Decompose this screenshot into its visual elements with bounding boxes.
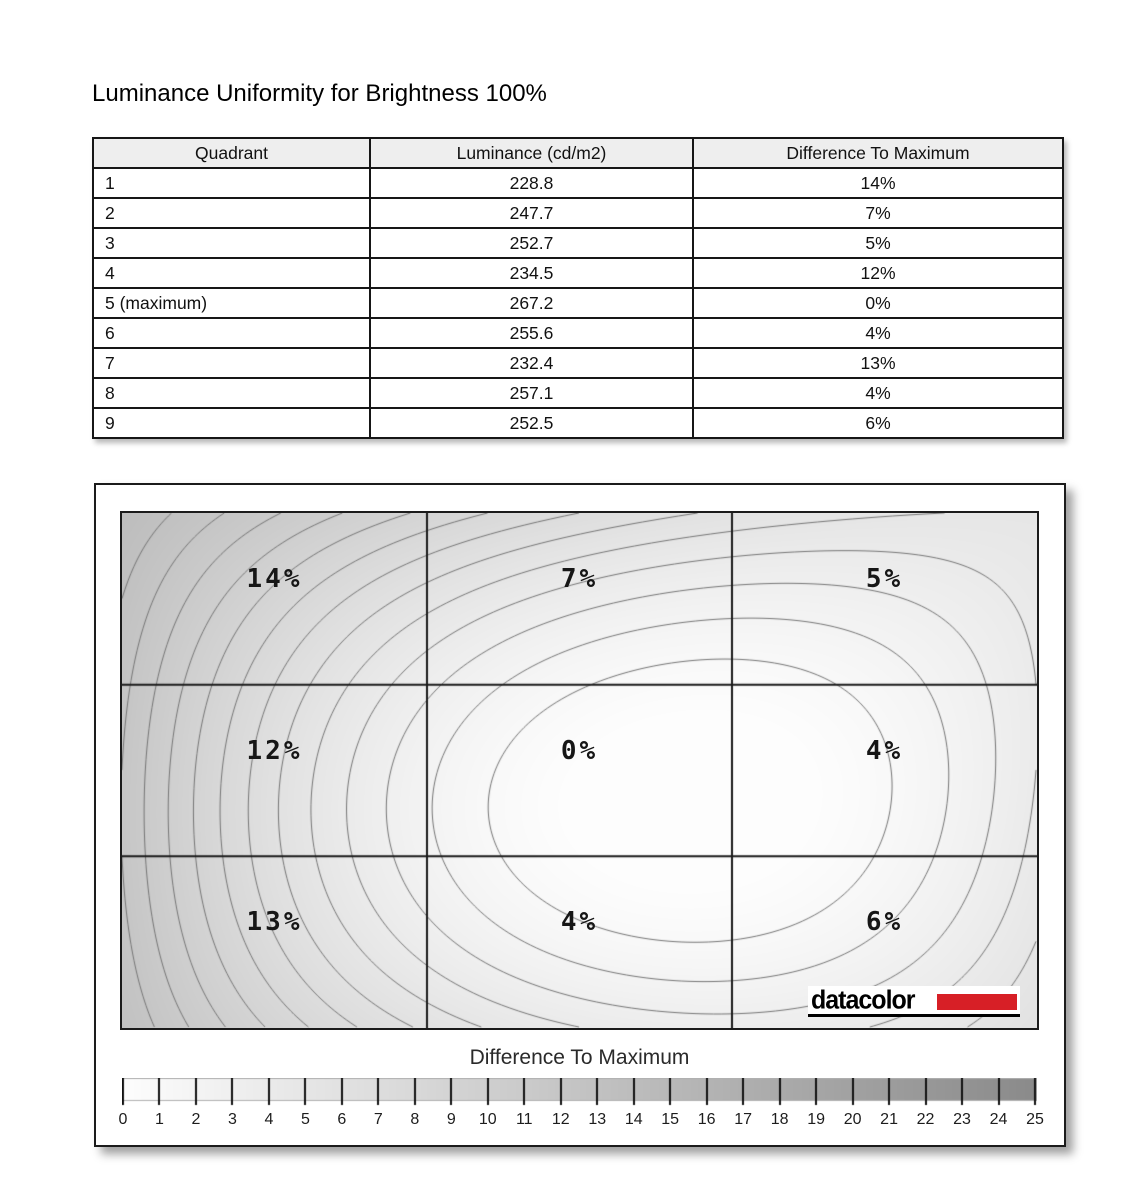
colorbar-tick-label: 7 [373,1111,383,1128]
colorbar-tick-label: 8 [410,1111,420,1128]
quadrant-value-label: 6% [865,907,904,938]
table-cell: 267.2 [370,288,693,318]
colorbar-tick-label: 21 [880,1111,898,1128]
colorbar-canvas [122,1078,1037,1108]
contour-plot-area [120,511,1039,1030]
table-row [93,348,1063,378]
table-row [93,408,1063,438]
datacolor-logo-text: datacolor [811,984,915,1015]
table-cell: 252.5 [370,408,693,438]
quadrant-value-label: 7% [560,563,599,594]
table-cell: 3 [93,228,370,258]
colorbar-tick-label: 14 [624,1111,643,1128]
table-row [93,378,1063,408]
table-cell: 0% [693,288,1063,318]
colorbar-tick-label: 2 [191,1111,201,1128]
colorbar-title: Difference To Maximum [469,1046,690,1069]
table-row [93,318,1063,348]
colorbar-tick-label: 25 [1026,1111,1044,1128]
colorbar-tick-label: 23 [953,1111,971,1128]
colorbar-tick-label: 13 [588,1111,607,1128]
table-cell: 4% [693,378,1063,408]
table-cell: 9 [93,408,370,438]
table-cell: 234.5 [370,258,693,288]
quadrant-value-label: 13% [246,907,303,938]
table-cell: 252.7 [370,228,693,258]
colorbar-tick-label: 20 [843,1111,862,1128]
table-cell: 232.4 [370,348,693,378]
colorbar-tick-label: 16 [697,1111,716,1128]
datacolor-logo [808,986,1020,1017]
table-cell: 1 [93,168,370,198]
table-row [93,228,1063,258]
colorbar-tick-label: 6 [337,1111,347,1128]
table-cell: 13% [693,348,1063,378]
colorbar-tick-label: 10 [478,1111,497,1128]
table-cell: 7 [93,348,370,378]
table-header-cell: Luminance (cd/m2) [370,138,693,168]
quadrant-value-label: 12% [246,735,303,766]
table-cell: 6% [693,408,1063,438]
table-cell: 4% [693,318,1063,348]
quadrant-value-label: 4% [560,907,599,938]
colorbar-tick-label: 24 [989,1111,1008,1128]
quadrant-value-label: 0% [560,735,599,766]
table-cell: 4 [93,258,370,288]
table-cell: 12% [693,258,1063,288]
datacolor-logo-red-bar [937,994,1017,1010]
colorbar-tick-label: 0 [118,1111,128,1128]
table-cell: 228.8 [370,168,693,198]
table-cell: 5% [693,228,1063,258]
colorbar-tick-label: 12 [551,1111,570,1128]
table-header [93,138,1063,168]
colorbar-tick-label: 11 [515,1111,533,1128]
colorbar-tick-label: 3 [227,1111,237,1128]
table-cell: 14% [693,168,1063,198]
luminance-table [92,137,1064,439]
table-cell: 247.7 [370,198,693,228]
colorbar-tick-label: 15 [661,1111,680,1128]
table-row [93,258,1063,288]
quadrant-value-label: 5% [865,563,904,594]
table-cell: 7% [693,198,1063,228]
table-row [93,288,1063,318]
colorbar-tick-label: 17 [734,1111,753,1128]
table-cell: 257.1 [370,378,693,408]
quadrant-value-label: 14% [246,563,303,594]
table-cell: 5 (maximum) [93,288,370,318]
page-title: Luminance Uniformity for Brightness 100% [92,80,547,107]
table-header-cell: Difference To Maximum [693,138,1063,168]
colorbar-tick-label: 5 [300,1111,310,1128]
table-row [93,198,1063,228]
colorbar-tick-label: 22 [916,1111,935,1128]
table-cell: 6 [93,318,370,348]
quadrant-value-label: 4% [865,735,904,766]
table-cell: 255.6 [370,318,693,348]
colorbar-tick-label: 4 [264,1111,274,1128]
uniformity-figure [94,483,1066,1147]
table-cell: 2 [93,198,370,228]
colorbar-tick-label: 19 [807,1111,825,1128]
colorbar-tick-label: 18 [770,1111,789,1128]
table-body [93,168,1063,438]
table-header-cell: Quadrant [93,138,370,168]
table-cell: 8 [93,378,370,408]
table-header-row [93,138,1063,168]
colorbar-tick-label: 9 [446,1111,456,1128]
table-row [93,168,1063,198]
colorbar-tick-label: 1 [155,1111,164,1128]
